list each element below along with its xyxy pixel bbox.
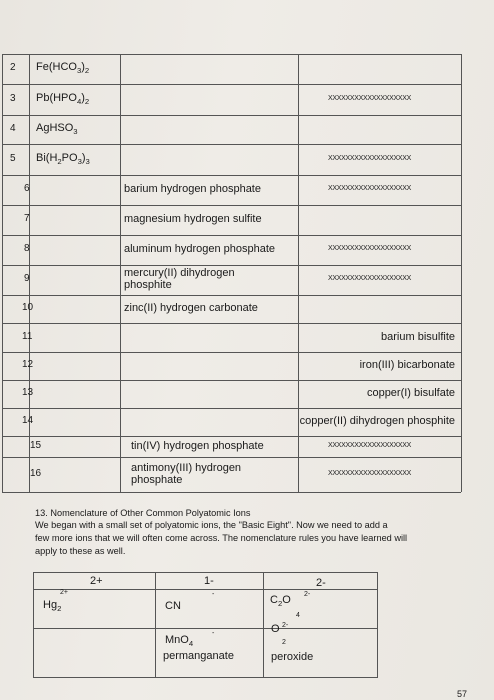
header-1minus: 1- bbox=[204, 575, 214, 587]
section-heading: 13. Nomenclature of Other Common Polyatomic Ions bbox=[35, 508, 251, 518]
peroxide-sub: 2 bbox=[282, 639, 286, 646]
cn-ion: CN bbox=[165, 600, 181, 612]
row-number: 11 bbox=[22, 330, 33, 342]
oxalate-sub: 4 bbox=[296, 612, 300, 619]
crossed-out-cell: XXXXXXXXXXXXXXXXXXX bbox=[328, 469, 412, 477]
row-number: 5 bbox=[10, 152, 16, 164]
peroxide-name: peroxide bbox=[271, 651, 314, 663]
row-number: 6 bbox=[24, 183, 30, 194]
peroxide-ion: O bbox=[271, 623, 280, 635]
table-rule bbox=[2, 175, 461, 176]
name-cell: tin(IV) hydrogen phosphate bbox=[131, 439, 264, 452]
table-rule bbox=[2, 380, 461, 381]
mno4-ion: MnO$_4$ bbox=[165, 634, 194, 649]
mno4-name: permanganate bbox=[163, 650, 234, 662]
name-cell: mercury(II) dihydrogen phosphite bbox=[124, 267, 235, 291]
row-number: 15 bbox=[30, 439, 42, 451]
table-rule bbox=[2, 323, 461, 324]
row-number: 9 bbox=[24, 273, 30, 284]
hg-ion: $Hg_2$ bbox=[43, 599, 62, 614]
table-rule bbox=[2, 295, 461, 296]
row-number: 13 bbox=[22, 387, 34, 398]
table-rule bbox=[2, 235, 461, 236]
table-rule bbox=[2, 265, 461, 266]
table-rule bbox=[2, 352, 461, 353]
table-rule bbox=[461, 54, 462, 492]
table-rule bbox=[2, 144, 461, 145]
name-cell: aluminum hydrogen phosphate bbox=[124, 243, 276, 255]
row-number: 3 bbox=[10, 92, 16, 104]
name-cell: zinc(II) hydrogen carbonate bbox=[124, 302, 258, 314]
row-number: 2 bbox=[10, 62, 16, 73]
crossed-out-cell: XXXXXXXXXXXXXXXXXXX bbox=[328, 245, 412, 252]
table-rule bbox=[2, 84, 461, 85]
table-rule bbox=[2, 115, 461, 116]
crossed-out-cell: XXXXXXXXXXXXXXXXXXX bbox=[328, 275, 412, 282]
row-number: 7 bbox=[24, 213, 30, 224]
row-number: 4 bbox=[10, 122, 16, 134]
table-rule bbox=[120, 54, 121, 492]
hg-charge: 2+ bbox=[60, 589, 68, 596]
header-2minus: 2- bbox=[316, 577, 326, 589]
name-cell: magnesium hydrogen sulfite bbox=[124, 213, 262, 225]
name-cell: antimony(III) hydrogen phosphate bbox=[131, 461, 242, 486]
oxalate-ion: $C_2O$ bbox=[270, 594, 291, 609]
table-rule bbox=[2, 205, 461, 206]
row-number: 10 bbox=[22, 302, 34, 313]
table-rule bbox=[2, 492, 461, 493]
answer-cell: iron(III) bicarbonate bbox=[359, 359, 455, 371]
section-line-1: We began with a small set of polyatomic ions, the "Basic Eight". Now we need to add a bbox=[35, 520, 388, 530]
formula-cell: $Bi(H_2PO_3)_3$ bbox=[36, 151, 90, 166]
peroxide-charge: 2- bbox=[282, 622, 289, 629]
header-2plus: 2+ bbox=[90, 575, 103, 587]
section-line-2: few more ions that we will often come across. The nomenclature rules you have learned will bbox=[35, 533, 408, 543]
answer-cell: copper(I) bisulfate bbox=[366, 387, 455, 399]
table-rule bbox=[2, 408, 461, 409]
cn-charge: - bbox=[212, 591, 215, 598]
row-number: 8 bbox=[24, 243, 30, 254]
crossed-out-cell: XXXXXXXXXXXXXXXXXXX bbox=[328, 441, 412, 449]
oxalate-charge: 2- bbox=[304, 591, 311, 598]
row-number: 14 bbox=[22, 415, 34, 426]
name-cell: barium hydrogen phosphate bbox=[124, 183, 261, 195]
formula-cell: $Pb(HPO_4)_2$ bbox=[36, 91, 90, 106]
crossed-out-cell: XXXXXXXXXXXXXXXXXXX bbox=[328, 94, 412, 102]
table-rule bbox=[2, 436, 461, 437]
crossed-out-cell: XXXXXXXXXXXXXXXXXXX bbox=[328, 154, 412, 162]
table-rule bbox=[2, 457, 461, 458]
answer-cell: barium bisulfite bbox=[381, 330, 455, 343]
table-rule bbox=[2, 54, 461, 55]
formula-cell: $Fe(HCO_3)_2$ bbox=[36, 61, 90, 76]
page-number: 57 bbox=[457, 689, 468, 699]
crossed-out-cell: XXXXXXXXXXXXXXXXXXX bbox=[328, 185, 412, 192]
row-number: 16 bbox=[30, 467, 42, 479]
formula-cell: AgHSO$_3$ bbox=[36, 121, 78, 136]
table-rule bbox=[2, 54, 3, 492]
mno4-charge: - bbox=[212, 630, 215, 637]
answer-cell: copper(II) dihydrogen phosphite bbox=[299, 415, 455, 427]
section-line-3: apply to these as well. bbox=[35, 546, 126, 556]
row-number: 12 bbox=[22, 359, 34, 370]
